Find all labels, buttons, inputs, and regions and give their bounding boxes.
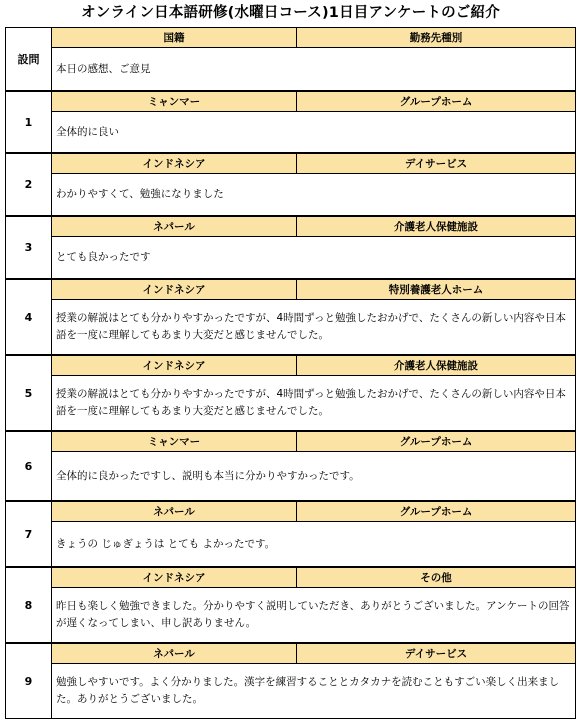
table-row xyxy=(6,567,576,588)
comment-cell: 勉強しやすいです。よく分かりました。漢字を練習することとカタカナを読むこともすごい楽しく出来ました。ありがとうございました。 xyxy=(52,664,576,719)
comment-cell: とても良かったです xyxy=(52,237,576,280)
table-row xyxy=(6,501,576,522)
row-number: 3 xyxy=(6,216,52,279)
country-cell: ネパール xyxy=(52,216,297,237)
comment-cell: きょうの じゅぎょうは とても よかったです。 xyxy=(52,522,576,568)
country-cell: インドネシア xyxy=(52,153,297,174)
row-number: 7 xyxy=(6,501,52,567)
row-number: 5 xyxy=(6,355,52,431)
row-number: 8 xyxy=(6,567,52,643)
comment-cell: わかりやすくて、勉強になりました xyxy=(52,174,576,217)
table-row xyxy=(6,153,576,174)
country-cell: ネパール xyxy=(52,501,297,522)
comment-cell: 授業の解説はとても分かりやすかったですが、4時間ずっと勉強したおかげで、たくさんの新しい内容や日本語を一度に理解してもあまり大変だと感じませんでした。 xyxy=(52,376,576,432)
row-number: 2 xyxy=(6,153,52,216)
comment-header: 本日の感想、ご意見 xyxy=(52,48,576,92)
workplace-cell: デイサービス xyxy=(297,643,576,664)
country-cell: インドネシア xyxy=(52,567,297,588)
workplace-cell: 介護老人保健施設 xyxy=(297,216,576,237)
workplace-cell: グループホーム xyxy=(297,501,576,522)
table-row xyxy=(6,355,576,376)
table-row xyxy=(6,643,576,664)
workplace-cell: 特別養護老人ホーム xyxy=(297,279,576,300)
comment-cell: 授業の解説はとても分かりやすかったですが、4時間ずっと勉強したおかげで、たくさんの新しい内容や日本語を一度に理解してもあまり大変だと感じませんでした。 xyxy=(52,300,576,356)
question-label: 設問 xyxy=(6,28,52,92)
workplace-cell: 介護老人保健施設 xyxy=(297,355,576,376)
workplace-header: 勤務先種別 xyxy=(297,28,576,48)
table-row xyxy=(6,431,576,452)
country-cell: ミャンマー xyxy=(52,91,297,112)
comment-cell: 全体的に良かったですし、説明も本当に分かりやすかったです。 xyxy=(52,452,576,502)
workplace-cell: デイサービス xyxy=(297,153,576,174)
row-number: 4 xyxy=(6,279,52,355)
country-header: 国籍 xyxy=(52,28,297,48)
country-cell: インドネシア xyxy=(52,355,297,376)
country-cell: ネパール xyxy=(52,643,297,664)
row-number: 6 xyxy=(6,431,52,501)
page-title: オンライン日本語研修(水曜日コース)1日目アンケートのご紹介 xyxy=(81,5,500,21)
comment-cell: 全体的に良い xyxy=(52,112,576,154)
header-row xyxy=(6,28,576,48)
table-row xyxy=(6,91,576,112)
country-cell: インドネシア xyxy=(52,279,297,300)
row-number: 1 xyxy=(6,91,52,153)
table-row xyxy=(6,279,576,300)
workplace-cell: グループホーム xyxy=(297,91,576,112)
survey-table xyxy=(5,27,576,719)
row-number: 9 xyxy=(6,643,52,719)
table-row xyxy=(6,216,576,237)
country-cell: ミャンマー xyxy=(52,431,297,452)
comment-cell: 昨日も楽しく勉強できました。分かりやすく説明していただき、ありがとうございました。アンケートの回答が遅くなってしまい、申し訳ありません。 xyxy=(52,588,576,644)
workplace-cell: その他 xyxy=(297,567,576,588)
workplace-cell: グループホーム xyxy=(297,431,576,452)
